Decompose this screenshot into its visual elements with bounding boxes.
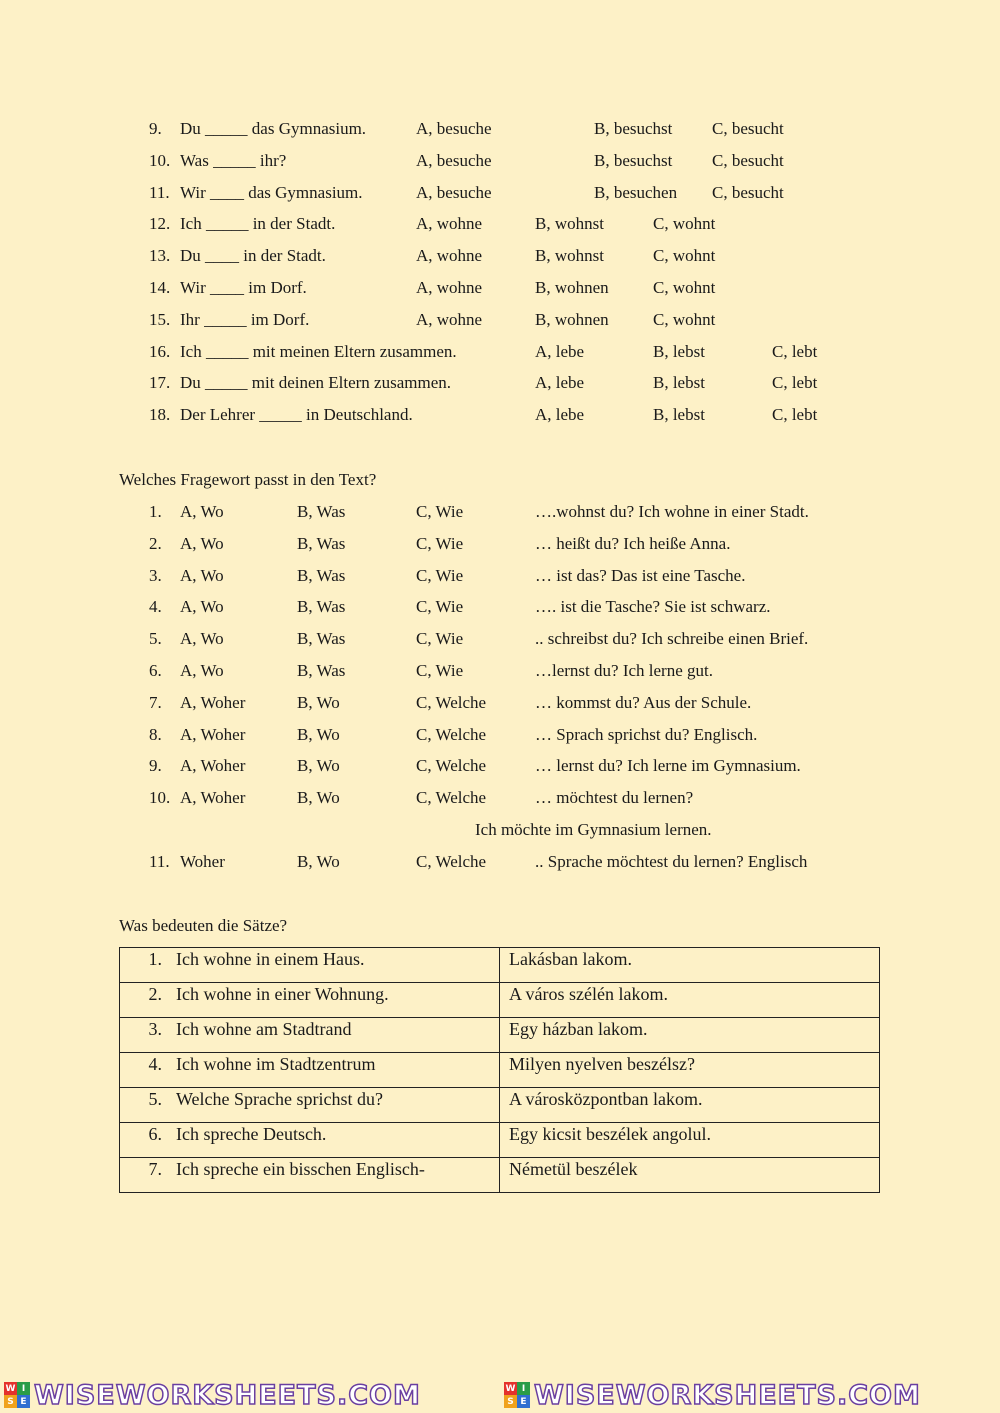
german-sentence: Ich wohne in einem Haus. <box>176 949 365 969</box>
option-a: A, Wo <box>180 661 224 680</box>
option-b: B, besuchst <box>594 151 673 170</box>
item-number: 5. <box>148 1089 162 1109</box>
option-c: C, lebt <box>772 405 818 424</box>
german-sentence: Ich wohne in einer Wohnung. <box>176 984 389 1004</box>
option-a: A, Wo <box>180 629 224 648</box>
option-c: C, besucht <box>712 119 784 138</box>
option-c: C, Welche <box>416 852 487 871</box>
option-a: A, lebe <box>535 342 585 361</box>
translation-matching-table <box>119 947 880 1193</box>
option-c: C, Wie <box>416 534 464 553</box>
option-c: C, wohnt <box>653 246 716 265</box>
german-sentence-cell <box>120 1088 500 1123</box>
item-number: 7. <box>149 693 162 712</box>
option-b: B, Was <box>297 566 346 585</box>
question-text: … ist das? Das ist eine Tasche. <box>535 566 746 585</box>
table-row <box>120 983 880 1018</box>
footer-watermark <box>0 1378 1000 1412</box>
item-number: 8. <box>149 725 162 744</box>
option-a: A, lebe <box>535 373 585 392</box>
option-c: C, besucht <box>712 183 784 202</box>
hungarian-sentence-cell <box>500 1018 880 1053</box>
question-text: … lernst du? Ich lerne im Gymnasium. <box>535 756 801 775</box>
brand-name: WISEWORKSHEETS.COM <box>34 1379 421 1411</box>
german-sentence-cell <box>120 1158 500 1193</box>
hungarian-sentence: Milyen nyelven beszélsz? <box>509 1054 695 1074</box>
item-number: 18. <box>149 405 171 424</box>
hungarian-sentence: Egy kicsit beszélek angolul. <box>509 1124 711 1144</box>
item-number: 13. <box>149 246 171 265</box>
hungarian-sentence-cell <box>500 948 880 983</box>
option-b: B, wohnen <box>535 278 609 297</box>
option-c: C, Wie <box>416 629 464 648</box>
brand-logo <box>4 1380 500 1411</box>
option-a: A, wohne <box>416 310 483 329</box>
option-b: B, wohnst <box>535 214 604 233</box>
option-c: C, wohnt <box>653 278 716 297</box>
option-c: C, Welche <box>416 693 487 712</box>
german-sentence-cell <box>120 1053 500 1088</box>
brand-logo-icon: W I S E <box>504 1382 530 1408</box>
question-text: … Sprach sprichst du? Englisch. <box>535 725 758 744</box>
hungarian-sentence-cell <box>500 1053 880 1088</box>
question-text: .. Sprache möchtest du lernen? Englisch <box>535 852 808 871</box>
question-text: Ihr _____ im Dorf. <box>180 310 310 329</box>
option-a: A, besuche <box>416 151 492 170</box>
option-a: A, wohne <box>416 246 483 265</box>
option-c: C, Welche <box>416 756 487 775</box>
question-text: Du _____ mit deinen Eltern zusammen. <box>180 373 451 392</box>
item-number: 5. <box>149 629 162 648</box>
option-b: B, lebst <box>653 405 705 424</box>
option-a: A, besuche <box>416 119 492 138</box>
question-text: …. ist die Tasche? Sie ist schwarz. <box>535 597 771 616</box>
option-b: B, Was <box>297 629 346 648</box>
hungarian-sentence-cell <box>500 1158 880 1193</box>
table-row <box>120 1123 880 1158</box>
option-c: C, lebt <box>772 373 818 392</box>
option-c: C, wohnt <box>653 310 716 329</box>
option-b: B, Wo <box>297 693 340 712</box>
option-b: B, Was <box>297 597 346 616</box>
hungarian-sentence: A város szélén lakom. <box>509 984 668 1004</box>
german-sentence: Ich wohne im Stadtzentrum <box>176 1054 376 1074</box>
hungarian-sentence: Németül beszélek <box>509 1159 638 1179</box>
item-number: 2. <box>148 984 162 1004</box>
item-number: 14. <box>149 278 171 297</box>
hungarian-sentence: Lakásban lakom. <box>509 949 632 969</box>
option-a: A, Wo <box>180 597 224 616</box>
option-b: B, lebst <box>653 373 705 392</box>
option-c: C, lebt <box>772 342 818 361</box>
question-text: Du _____ das Gymnasium. <box>180 119 367 138</box>
option-a: A, Woher <box>180 756 246 775</box>
hungarian-sentence-cell <box>500 1123 880 1158</box>
item-number: 3. <box>148 1019 162 1039</box>
option-b: B, besuchst <box>594 119 673 138</box>
option-a: A, Woher <box>180 788 246 807</box>
brand-logo-icon: W I S E <box>4 1382 30 1408</box>
option-a: A, Wo <box>180 502 224 521</box>
table-row <box>120 1088 880 1123</box>
option-c: C, Welche <box>416 725 487 744</box>
item-number: 4. <box>148 1054 162 1074</box>
item-number: 6. <box>148 1124 162 1144</box>
option-c: C, besucht <box>712 151 784 170</box>
option-a: A, Wo <box>180 566 224 585</box>
question-text: Ich _____ mit meinen Eltern zusammen. <box>180 342 457 361</box>
item-number: 15. <box>149 310 171 329</box>
table-row <box>120 1018 880 1053</box>
option-a: A, Woher <box>180 693 246 712</box>
german-sentence-cell <box>120 983 500 1018</box>
question-text: Du ____ in der Stadt. <box>180 246 326 265</box>
option-b: B, Was <box>297 534 346 553</box>
option-b: B, besuchen <box>594 183 678 202</box>
item-number: 12. <box>149 214 171 233</box>
item-number: 16. <box>149 342 171 361</box>
question-text: ….wohnst du? Ich wohne in einer Stadt. <box>535 502 809 521</box>
option-b: B, Wo <box>297 725 340 744</box>
question-text: .. schreibst du? Ich schreibe einen Brief. <box>535 629 809 648</box>
item-number: 17. <box>149 373 171 392</box>
option-a: A, lebe <box>535 405 585 424</box>
option-b: B, Wo <box>297 852 340 871</box>
option-a: A, wohne <box>416 278 483 297</box>
item-number: 2. <box>149 534 162 553</box>
option-b: B, Wo <box>297 788 340 807</box>
item-number: 9. <box>149 119 162 138</box>
german-sentence: Ich wohne am Stadtrand <box>176 1019 352 1039</box>
item-number: 4. <box>149 597 162 616</box>
option-c: C, Wie <box>416 502 464 521</box>
option-b: B, wohnen <box>535 310 609 329</box>
hungarian-sentence-cell <box>500 983 880 1018</box>
answer-continuation: Ich möchte im Gymnasium lernen. <box>475 820 712 839</box>
section-heading-translation: Was bedeuten die Sätze? <box>119 916 288 935</box>
option-b: B, Was <box>297 661 346 680</box>
item-number: 9. <box>149 756 162 775</box>
question-text: … möchtest du lernen? <box>535 788 694 807</box>
question-text: Wir ____ das Gymnasium. <box>180 183 363 202</box>
section-heading-question-words: Welches Fragewort passt in den Text? <box>119 470 377 489</box>
german-sentence: Welche Sprache sprichst du? <box>176 1089 383 1109</box>
option-b: B, Was <box>297 502 346 521</box>
table-row <box>120 948 880 983</box>
german-sentence: Ich spreche Deutsch. <box>176 1124 327 1144</box>
german-sentence-cell <box>120 948 500 983</box>
table-row <box>120 1158 880 1193</box>
german-sentence-cell <box>120 1018 500 1053</box>
option-b: B, lebst <box>653 342 705 361</box>
question-text: Ich _____ in der Stadt. <box>180 214 336 233</box>
question-text: Der Lehrer _____ in Deutschland. <box>180 405 413 424</box>
item-number: 11. <box>149 852 170 871</box>
item-number: 6. <box>149 661 162 680</box>
option-b: B, Wo <box>297 756 340 775</box>
question-text: Was _____ ihr? <box>180 151 287 170</box>
option-c: C, wohnt <box>653 214 716 233</box>
item-number: 11. <box>149 183 170 202</box>
option-a: A, Woher <box>180 725 246 744</box>
item-number: 10. <box>149 788 171 807</box>
option-a: A, besuche <box>416 183 492 202</box>
hungarian-sentence: A városközpontban lakom. <box>509 1089 703 1109</box>
german-sentence: Ich spreche ein bisschen Englisch- <box>176 1159 425 1179</box>
question-text: …lernst du? Ich lerne gut. <box>535 661 713 680</box>
brand-logo-repeat <box>504 1380 1000 1411</box>
option-a: A, wohne <box>416 214 483 233</box>
item-number: 7. <box>148 1159 162 1179</box>
option-c: C, Welche <box>416 788 487 807</box>
german-sentence-cell <box>120 1123 500 1158</box>
item-number: 1. <box>149 502 162 521</box>
option-c: C, Wie <box>416 597 464 616</box>
item-number: 10. <box>149 151 171 170</box>
option-a: Woher <box>180 852 225 871</box>
brand-name: WISEWORKSHEETS.COM <box>534 1379 921 1411</box>
option-b: B, wohnst <box>535 246 604 265</box>
hungarian-sentence-cell <box>500 1088 880 1123</box>
table-row <box>120 1053 880 1088</box>
question-text: … heißt du? Ich heiße Anna. <box>535 534 731 553</box>
item-number: 3. <box>149 566 162 585</box>
option-c: C, Wie <box>416 566 464 585</box>
hungarian-sentence: Egy házban lakom. <box>509 1019 648 1039</box>
option-a: A, Wo <box>180 534 224 553</box>
question-text: … kommst du? Aus der Schule. <box>535 693 752 712</box>
question-text: Wir ____ im Dorf. <box>180 278 307 297</box>
option-c: C, Wie <box>416 661 464 680</box>
item-number: 1. <box>148 949 162 969</box>
